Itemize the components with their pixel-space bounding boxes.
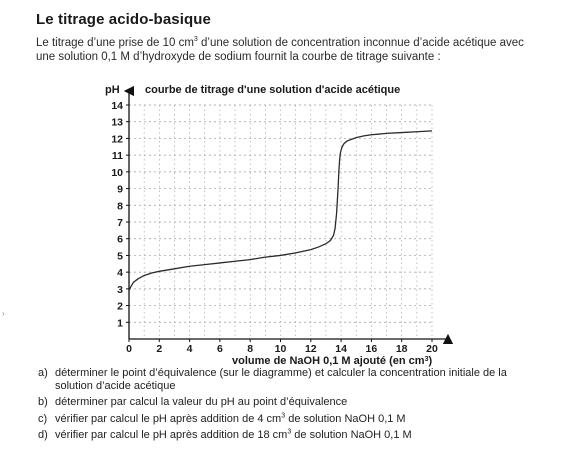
y-axis-label: pH	[105, 84, 120, 96]
x-axis-label-sup: 3	[424, 355, 429, 363]
question-b	[38, 396, 538, 409]
question-superscript: 3	[281, 411, 286, 419]
y-tick-label: 3	[117, 283, 123, 296]
y-tick-label: 9	[117, 183, 123, 196]
x-tick-label: 6	[216, 343, 223, 355]
page-title: Le titrage acido-basique	[36, 11, 211, 28]
chart-title: courbe de titrage d'une solution d'acide acétique	[145, 84, 401, 96]
y-tick-label: 14	[111, 100, 123, 112]
y-tick-label: 8	[117, 200, 123, 213]
x-tick-label: 2	[156, 343, 163, 355]
chart-axes	[129, 91, 448, 339]
question-text-pre: vérifier par calcul le pH après addition de 18 cm	[55, 429, 288, 441]
y-tick-label: 4	[117, 267, 123, 280]
question-letter: c)	[38, 412, 48, 425]
x-tick-label: 12	[304, 343, 317, 355]
question-text: déterminer le point d’équivalence (sur le diagramme) et calculer la concentration initiale de la solution d’acide acétique	[55, 367, 507, 392]
question-text	[55, 429, 538, 442]
question-letter: a)	[38, 367, 48, 379]
y-tick-label: 10	[111, 166, 123, 179]
chart-grid	[129, 105, 432, 339]
question-letter: b)	[38, 396, 48, 408]
x-tick-label: 0	[126, 343, 132, 355]
x-axis-label-end: )	[428, 355, 433, 367]
question-a	[38, 367, 538, 392]
question-c	[38, 413, 538, 426]
x-tick-label: 8	[247, 343, 254, 355]
intro-superscript: 3	[193, 36, 198, 44]
question-text-pre: vérifier par calcul le pH après addition de 4 cm	[55, 412, 282, 425]
question-text: déterminer par calcul la valeur du pH au point d’équivalence	[55, 396, 348, 408]
intro-text-part1: Le titrage d’une prise de 10 cm	[36, 37, 194, 49]
x-tick-label: 10	[274, 343, 287, 355]
x-tick-label: 4	[186, 343, 193, 355]
question-text-post: de solution NaOH 0,1 M	[291, 429, 412, 441]
y-tick-label: 5	[117, 250, 123, 263]
y-tick-label: 11	[111, 150, 123, 163]
y-tick-label: 6	[117, 233, 123, 246]
question-text-post: de solution NaOH 0,1 M	[285, 412, 406, 425]
y-tick-label: 12	[111, 133, 123, 146]
y-tick-label: 1	[117, 317, 123, 330]
y-tick-label: 13	[111, 116, 123, 129]
question-superscript: 3	[287, 428, 292, 436]
margin-mark: ›	[2, 309, 5, 318]
question-text	[55, 413, 538, 426]
x-axis-label-main: volume de NaOH 0,1 M ajouté (en cm	[232, 355, 425, 367]
x-tick-label: 20	[426, 343, 438, 355]
x-tick-label: 18	[395, 343, 408, 355]
x-tick-label: 16	[365, 343, 378, 355]
question-list	[38, 367, 538, 446]
x-axis-label	[232, 355, 432, 367]
x-tick-label: 14	[335, 343, 347, 355]
intro-text-part2: d’une solution de concentration inconnue d’acide acétique avec une solution 0,1 M d’hydroxyde de sodium fournit la courbe de titrage suivante :	[36, 37, 524, 63]
y-tick-label: 2	[117, 300, 123, 313]
y-tick-label: 7	[117, 217, 123, 229]
question-d	[38, 429, 538, 442]
question-letter: d)	[38, 429, 48, 441]
